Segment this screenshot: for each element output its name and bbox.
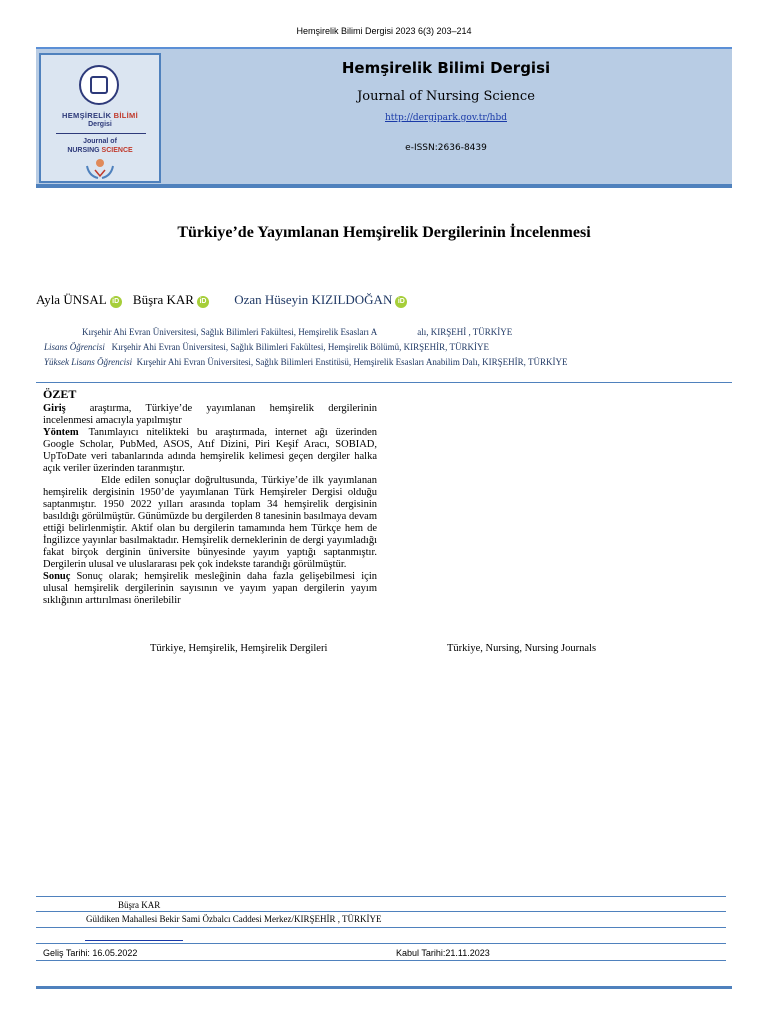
article-title: Türkiye’de Yayımlanan Hemşirelik Dergilerinin İncelenmesi	[177, 224, 591, 241]
author-1	[36, 292, 122, 308]
university-seal-icon	[79, 65, 119, 105]
journal-url-link[interactable]: http://dergipark.gov.tr/hbd	[385, 113, 507, 123]
footer-divider	[36, 943, 726, 944]
logo-title: HEMŞİRELİK BİLİMİ	[62, 111, 138, 120]
abstract-results: Elde edilen sonuçlar doğrultusunda, Türkiye’de ilk yayımlanan hemşirelik dergisinin 1950’de yayımlanan Türk Hemşireler Dergisi olduğu saptanmıştır. 1950 2022 yılları arasında toplam 34 hemşirelik dergisinin basıldığı görülmüştür. Günümüzde bu dergilerden 8 tanesinin basılmaya devam ettiği belirlenmiştir. Aktif olan bu dergilerin tamamında hem Türkçe hem de İngilizce yayınlar basılmaktadır. Hemşirelik derneklerinin de dergi yayımladığı fakat birçok derginin üniversite bünyesinde yayım yaptığı saptanmıştır. Dergilerin ulusal ve uluslararası pek çok indekste tarandığı görülmüştür.	[43, 475, 377, 570]
footer-divider	[36, 927, 726, 928]
journal-subtitle: Journal of Nursing Science	[357, 89, 535, 104]
running-head: Hemşirelik Bilimi Dergisi 2023 6(3) 203–214	[296, 26, 472, 36]
author-2	[133, 292, 209, 308]
received-date: Geliş Tarihi: 16.05.2022	[43, 948, 138, 958]
abstract-intro: Giriş araştırma, Türkiye’de yayımlanan hemşirelik dergilerinin incelenmesi amacıyla yapılmıştır	[43, 403, 377, 426]
journal-masthead	[36, 47, 732, 188]
email-link[interactable]	[85, 940, 183, 941]
journal-logo	[39, 53, 161, 183]
section-divider	[36, 382, 732, 383]
corresponding-author: Büşra KAR	[118, 900, 161, 910]
orcid-icon[interactable]: iD	[395, 296, 407, 308]
affiliation-3: Yüksek Lisans Öğrencisi Kırşehir Ahi Evran Üniversitesi, Sağlık Bilimleri Enstitüsü, Hemşirelik Esasları Anabilim Dalı, KIRŞEHİR, TÜRKİYE	[44, 357, 568, 367]
author-list	[36, 292, 736, 308]
affiliation-2: Lisans Öğrencisi Kırşehir Ahi Evran Üniversitesi, Sağlık Bilimleri Fakültesi, Hemşirelik Bölümü, KIRŞEHİR, TÜRKİYE	[44, 342, 489, 352]
abstract-conclusion: Sonuç Sonuç olarak; hemşirelik mesleğinin daha fazla gelişebilmesi için ulusal hemşirelik dergilerinin sayısının ve yayım yapan dergilerin yayım sıklığının arttırılması önerilebilir	[43, 571, 377, 606]
caring-hands-icon	[85, 158, 115, 180]
author-name: Ozan Hüseyin KIZILDOĞAN	[234, 292, 393, 307]
journal-title: Hemşirelik Bilimi Dergisi	[341, 59, 551, 77]
abstract	[43, 388, 377, 607]
author-name: Büşra KAR	[132, 292, 194, 307]
footer-divider	[36, 911, 726, 912]
affiliation-role: Lisans Öğrencisi	[44, 342, 105, 352]
orcid-icon[interactable]: iD	[110, 296, 122, 308]
logo-dergisi: Dergisi	[88, 121, 112, 128]
abstract-heading: ÖZET	[43, 387, 77, 401]
logo-divider	[56, 133, 146, 134]
logo-english-title: Journal of NURSING SCIENCE	[67, 138, 133, 154]
orcid-icon[interactable]: iD	[197, 296, 209, 308]
affiliation-1: Kırşehir Ahi Evran Üniversitesi, Sağlık Bilimleri Fakültesi, Hemşirelik Esasları A alı, KIRŞEHİ , TÜRKİYE	[82, 327, 513, 337]
accepted-date: Kabul Tarihi:21.11.2023	[396, 948, 490, 958]
author-3	[234, 292, 407, 308]
journal-issn: e-ISSN:2636-8439	[405, 143, 487, 153]
page-bottom-rule	[36, 986, 732, 989]
corresponding-address: Güldiken Mahallesi Bekir Sami Özbalcı Caddesi Merkez/KIRŞEHİR , TÜRKİYE	[86, 914, 382, 924]
author-name: Ayla ÜNSAL	[36, 292, 107, 307]
keywords-turkish: Türkiye, Hemşirelik, Hemşirelik Dergileri	[150, 643, 328, 654]
footer-divider	[36, 960, 726, 961]
keywords-english: Türkiye, Nursing, Nursing Journals	[447, 643, 597, 654]
abstract-method: Yöntem Tanımlayıcı nitelikteki bu araştırmada, internet ağı üzerinden Google Scholar, PubMed, ASOS, Atıf Dizini, Piri Keşif Aracı, SOBIAD, UpToDate veri tabanlarında adında hemşirelik kelimesi geçen dergiler halka açık veriler üzerinden taranmıştır.	[43, 427, 377, 474]
affiliation-role: Yüksek Lisans Öğrencisi	[44, 357, 133, 367]
footer-divider	[36, 896, 726, 897]
